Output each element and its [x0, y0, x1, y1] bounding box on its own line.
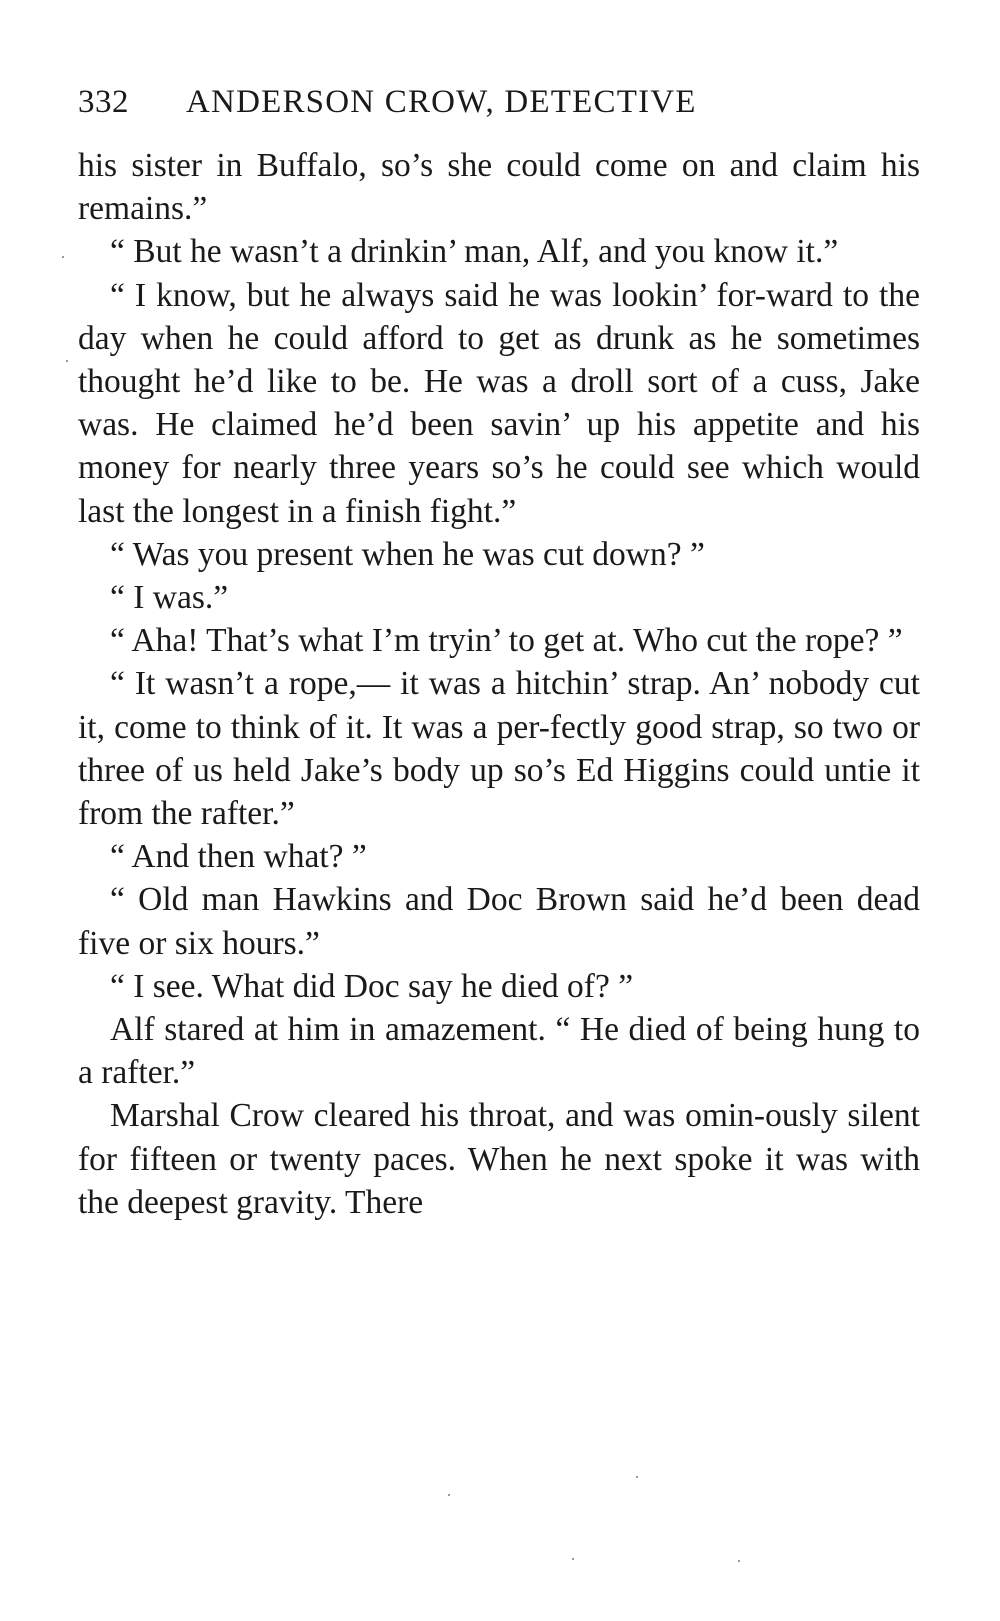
paragraph: “ I see. What did Doc say he died of? ” [110, 967, 634, 1005]
paragraph: “ Was you present when he was cut down? ” [110, 535, 705, 573]
scan-speck [62, 256, 64, 258]
paragraph: “ But he wasn’t a drinkin’ man, Alf, and you know it.” [110, 233, 839, 271]
scan-speck [572, 1558, 574, 1560]
paragraph: Alf stared at him in amazement. “ He died of being hung to a rafter.” [78, 1011, 920, 1092]
paragraph: “ I know, but he always said he was lookin’ for-ward to the day when he could afford to get as drunk as he sometimes thought he’d like to be. He was a droll sort of a cuss, Jake was. He claimed he’d been savin’ up his appetite and his money for nearly three years so’s he could see which would last the longest in a finish fight.” [78, 276, 920, 530]
scan-speck [738, 1560, 740, 1562]
running-header [78, 72, 920, 132]
paragraph: “ I was.” [110, 579, 229, 617]
paragraph: “ Aha! That’s what I’m tryin’ to get at. Who cut the rope? ” [110, 622, 903, 660]
page-number: 332 [78, 84, 129, 120]
paragraph: Marshal Crow cleared his throat, and was omin-ously silent for fifteen or twenty paces. When he next spoke it was with the deepest gravity. There [78, 1097, 920, 1221]
running-title: ANDERSON CROW, DETECTIVE [186, 84, 697, 120]
paragraph: his sister in Buffalo, so’s she could come on and claim his remains.” [78, 147, 920, 228]
scan-speck [66, 360, 68, 362]
body-text [78, 144, 920, 1224]
paragraph: “ And then what? ” [110, 838, 367, 876]
book-page [78, 72, 920, 1224]
paragraph: “ Old man Hawkins and Doc Brown said he’d been dead five or six hours.” [78, 881, 920, 962]
paragraph: “ It wasn’t a rope,— it was a hitchin’ strap. An’ nobody cut it, come to think of it. It was a per-fectly good strap, so two or three of us held Jake’s body up so’s Ed Higgins could untie it from the rafter.” [78, 665, 920, 833]
scan-speck [448, 1494, 450, 1496]
scan-speck [636, 1476, 638, 1478]
